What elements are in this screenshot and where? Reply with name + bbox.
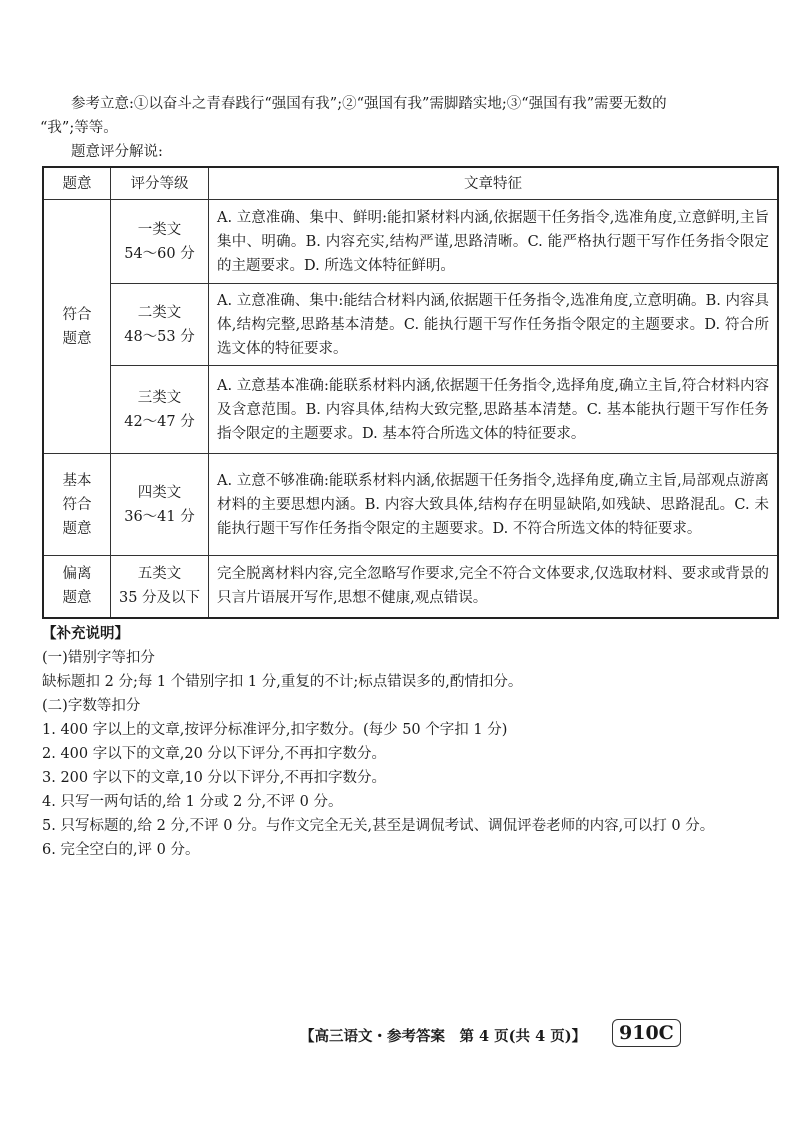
list-item: 3. 200 字以下的文章,10 分以下评分,不再扣字数分。 [42, 770, 387, 786]
intro-line: “我”;等等。 [40, 120, 118, 136]
page-footer: 【高三语文・参考答案 第 4 页(共 4 页)】 [300, 1028, 587, 1045]
scoring-table [42, 166, 779, 619]
desc-cell: A. 立意准确、集中、鲜明:能扣紧材料内涵,依据题干任务指令,选准角度,立意鲜明,主旨集中、明确。B. 内容充实,结构严谨,思路清晰。C. 能严格执行题干写作任务指令限定的主题要求。D. 所选文体特征鲜明。 [209, 200, 779, 284]
desc-cell: 完全脱离材料内容,完全忽略写作要求,完全不符合文体要求,仅选取材料、要求或背景的只言片语展开写作,思想不健康,观点错误。 [209, 556, 779, 618]
intro-line: 参考立意:①以奋斗之青春践行“强国有我”;②“强国有我”需脚踏实地;③“强国有我”需要无数的 [71, 96, 667, 112]
group-cell: 偏离题意 [43, 556, 111, 618]
list-item: 4. 只写一两句话的,给 1 分或 2 分,不评 0 分。 [42, 794, 343, 810]
list-item: 2. 400 字以下的文章,20 分以下评分,不再扣字数分。 [42, 746, 387, 762]
list-item: 6. 完全空白的,评 0 分。 [42, 842, 200, 858]
table-header-row [43, 167, 778, 200]
grade-cell: 三类文 42～47 分 [111, 366, 209, 454]
scoring-heading: 题意评分解说: [71, 144, 163, 160]
section-text: 缺标题扣 2 分;每 1 个错别字扣 1 分,重复的不计;标点错误多的,酌情扣分。 [42, 674, 523, 690]
supplement-title: 【补充说明】 [42, 625, 129, 642]
desc-cell: A. 立意不够准确:能联系材料内涵,依据题干任务指令,选择角度,确立主旨,局部观点游离材料的主要思想内涵。B. 内容大致具体,结构存在明显缺陷,如残缺、思路混乱。C. 未能执行题干写作任务指令限定的主题要求。D. 不符合所选文体的特征要求。 [209, 454, 779, 556]
grade-cell: 四类文 36～41 分 [111, 454, 209, 556]
group-cell: 符合题意 [43, 200, 111, 454]
group-cell: 基本符合题意 [43, 454, 111, 556]
grade-cell: 二类文 48～53 分 [111, 284, 209, 366]
desc-cell: A. 立意基本准确:能联系材料内涵,依据题干任务指令,选择角度,确立主旨,符合材料内容及含意范围。B. 内容具体,结构大致完整,思路基本清楚。C. 基本能执行题干写作任务指令限定的主题要求。D. 基本符合所选文体的特征要求。 [209, 366, 779, 454]
table-row [43, 454, 778, 556]
list-item: 1. 400 字以上的文章,按评分标准评分,扣字数分。(每少 50 个字扣 1 分) [42, 722, 508, 738]
section-heading: (二)字数等扣分 [42, 698, 141, 714]
header-cell: 题意 [43, 167, 111, 200]
section-heading: (一)错别字等扣分 [42, 650, 155, 666]
table-row [43, 556, 778, 618]
header-cell: 评分等级 [111, 167, 209, 200]
header-cell: 文章特征 [209, 167, 779, 200]
paper-code: 910C [612, 1019, 681, 1047]
table-row [43, 366, 778, 454]
list-item: 5. 只写标题的,给 2 分,不评 0 分。与作文完全无关,甚至是调侃考试、调侃评卷老师的内容,可以打 0 分。 [42, 818, 715, 834]
desc-cell: A. 立意准确、集中:能结合材料内涵,依据题干任务指令,选准角度,立意明确。B. 内容具体,结构完整,思路基本清楚。C. 能执行题干写作任务指令限定的主题要求。D. 符合所选文体的特征要求。 [209, 284, 779, 366]
table-row [43, 284, 778, 366]
grade-cell: 五类文 35 分及以下 [111, 556, 209, 618]
grade-cell: 一类文 54～60 分 [111, 200, 209, 284]
table-row [43, 200, 778, 284]
